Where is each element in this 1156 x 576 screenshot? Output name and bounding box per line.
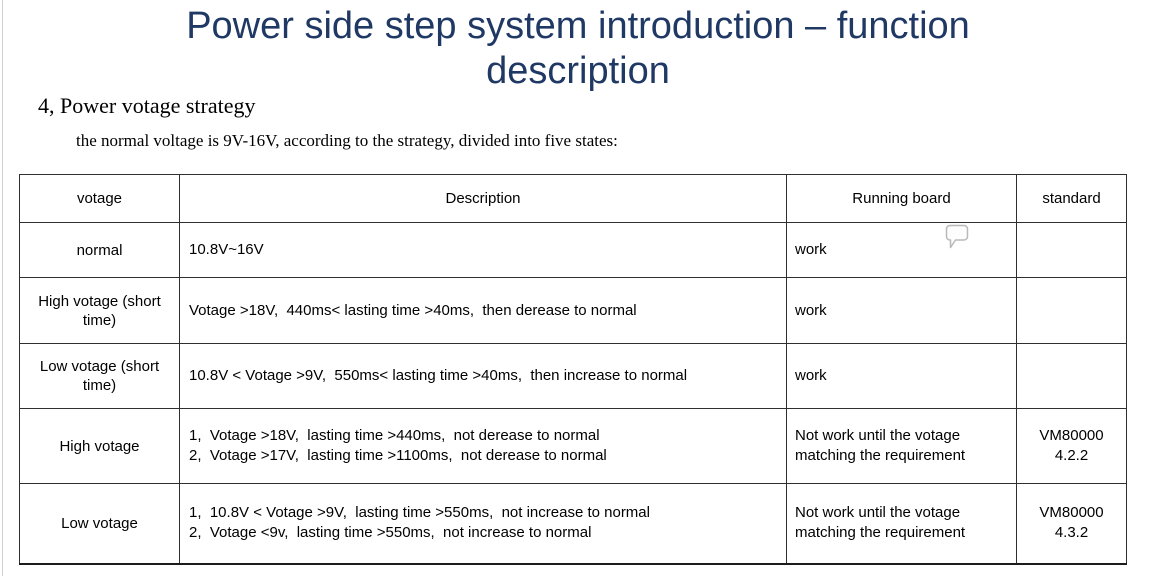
table-row-normal [20, 223, 1127, 278]
running-board-cell [787, 344, 1017, 409]
votage-cell: normal [20, 223, 180, 278]
standard-code: VM80000 [1039, 427, 1104, 444]
description-line: 2, Votage >17V, lasting time >1100ms, not derease to normal [189, 447, 607, 464]
page-title [0, 4, 1156, 94]
description-line: 1, Votage >18V, lasting time >440ms, not derease to normal [189, 427, 600, 444]
standard-cell [1017, 278, 1127, 344]
description-cell [180, 278, 787, 344]
page-title-line1: Power side step system introduction – function [186, 5, 970, 47]
votage-cell: High votage [20, 409, 180, 484]
standard-section: 4.3.2 [1054, 524, 1089, 542]
running-board-text: Not work until the votage matching the requirement [795, 427, 966, 464]
running-board-text: Not work until the votage matching the requirement [795, 504, 966, 542]
standard-cell [1017, 223, 1127, 278]
standard-cell [1017, 344, 1127, 409]
description-line: 2, Votage <9v, lasting time >550ms, not increase to normal [189, 524, 592, 542]
running-board-cell [787, 484, 1017, 564]
votage-cell: Low votage (short time) [20, 344, 180, 409]
table-header-row [20, 175, 1127, 223]
standard-code: VM80000 [1039, 504, 1104, 522]
running-board-text: work [795, 301, 827, 319]
running-board-text: work [795, 367, 827, 384]
table-row-low-votage [20, 484, 1127, 564]
page-title-line2: description [486, 50, 670, 92]
col-header-votage: votage [20, 175, 180, 223]
running-board-text: work [795, 241, 827, 258]
description-cell [180, 344, 787, 409]
comment-bubble-icon[interactable] [945, 224, 969, 250]
table-row-high-votage-short [20, 278, 1127, 344]
table-row-high-votage [20, 409, 1127, 484]
voltage-strategy-table [19, 174, 1127, 565]
col-header-description: Description [180, 175, 787, 223]
votage-cell: Low votage [20, 484, 180, 564]
description-line: Votage >18V, 440ms< lasting time >40ms, then derease to normal [189, 301, 637, 319]
table-row-low-votage-short [20, 344, 1127, 409]
votage-cell: High votage (short time) [20, 278, 180, 344]
running-board-cell [787, 223, 1017, 278]
description-cell [180, 409, 787, 484]
running-board-cell [787, 278, 1017, 344]
description-line: 10.8V~16V [189, 241, 264, 258]
description-cell [180, 223, 787, 278]
standard-cell [1017, 409, 1127, 484]
description-line: 10.8V < Votage >9V, 550ms< lasting time >40ms, then increase to normal [189, 367, 688, 384]
description-line: 1, 10.8V < Votage >9V, lasting time >550ms, not increase to normal [189, 504, 650, 522]
intro-text: the normal voltage is 9V-16V, according to the strategy, divided into five states: [76, 131, 618, 150]
standard-cell [1017, 484, 1127, 564]
section-heading: 4, Power votage strategy [38, 93, 256, 118]
col-header-running-board: Running board [787, 175, 1017, 223]
running-board-cell [787, 409, 1017, 484]
description-cell [180, 484, 787, 564]
col-header-standard: standard [1017, 175, 1127, 223]
standard-section: 4.2.2 [1054, 447, 1089, 464]
